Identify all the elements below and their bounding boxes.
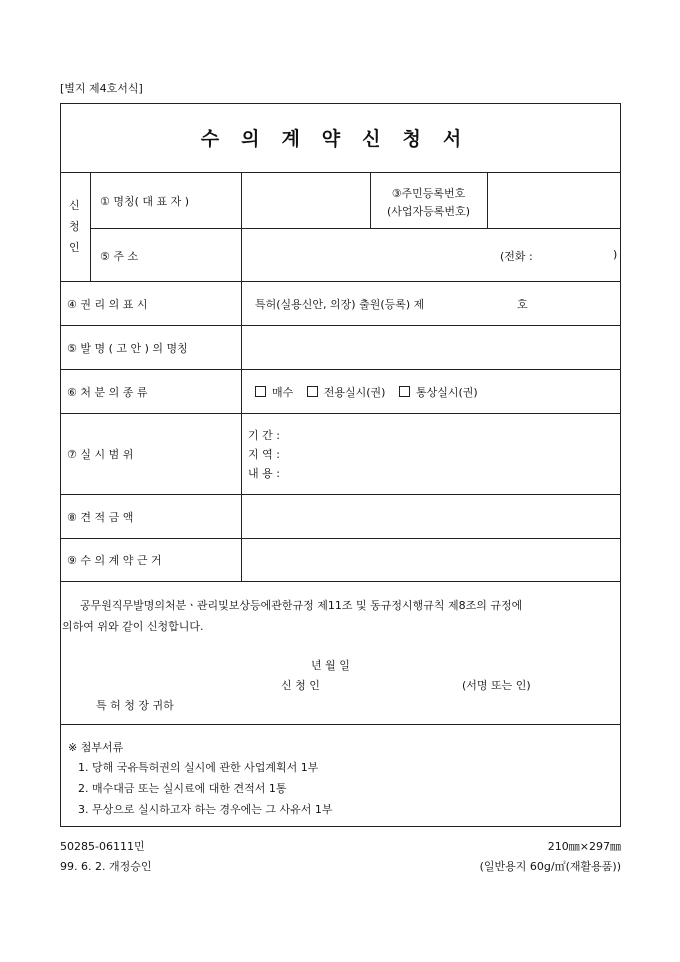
phone-label: (전화 : [500, 250, 533, 263]
attachment-item: 2. 매수대금 또는 실시료에 대한 견적서 1통 [78, 782, 287, 795]
footer-paper: (일반용지 60g/㎡(재활용품)) [479, 860, 621, 873]
basis-label: ⑨ 수 의 계 약 근 거 [67, 554, 162, 567]
footer-code: 50285-06111민 [60, 840, 145, 853]
col-divider [241, 172, 242, 581]
attachments-heading: ※ 첨부서류 [68, 741, 124, 754]
row-divider [60, 325, 621, 326]
name-label: ① 명칭( 대 표 자 ) [100, 195, 190, 208]
reg-label-line1: ③주민등록번호 [391, 187, 466, 200]
checkbox-icon[interactable] [307, 386, 318, 397]
scope-region: 지 역 : [248, 448, 280, 461]
col-divider [487, 172, 488, 228]
row-divider [60, 724, 621, 725]
row-divider [60, 494, 621, 495]
estimate-label: ⑧ 견 적 금 액 [67, 511, 134, 524]
rights-label: ④ 권 리 의 표 시 [67, 298, 148, 311]
disposal-label: ⑥ 처 분 의 종 류 [67, 386, 148, 399]
applicant-side-label-3: 인 [69, 241, 80, 254]
row-divider [60, 581, 621, 582]
applicant-side-label-1: 신 [69, 199, 80, 212]
col-divider [90, 172, 91, 281]
option-exclusive-license[interactable]: 전용실시(권) [307, 386, 386, 399]
row-divider [60, 281, 621, 282]
applicant-sign: 신 청 인 [281, 679, 320, 692]
option-purchase[interactable]: 매수 [255, 386, 293, 399]
addressee: 특 허 청 장 귀하 [96, 699, 174, 712]
rights-suffix: 호 [517, 298, 528, 311]
footer-size: 210㎜×297㎜ [547, 840, 621, 853]
checkbox-icon[interactable] [255, 386, 266, 397]
option-general-license[interactable]: 통상실시(권) [399, 386, 478, 399]
scope-content: 내 용 : [248, 467, 280, 480]
reg-label-line2: (사업자등록번호) [387, 205, 470, 218]
rights-value: 특허(실용신안, 의장) 출원(등록) 제 [255, 298, 425, 311]
statement-line1: 공무원직무발명의처분ㆍ관리및보상등에관한규정 제11조 및 동규정시행규칙 제8조의 규정에 [80, 599, 523, 612]
row-divider [60, 369, 621, 370]
scope-period: 기 간 : [248, 429, 280, 442]
sign-note: (서명 또는 인) [462, 679, 531, 692]
attachment-item: 3. 무상으로 실시하고자 하는 경우에는 그 사유서 1부 [78, 803, 333, 816]
statement-line2: 의하여 위와 같이 신청합니다. [62, 620, 204, 633]
footer-approval: 99. 6. 2. 개정승인 [60, 860, 152, 873]
title-divider [60, 172, 621, 173]
form-id: [별지 제4호서식] [60, 82, 143, 95]
checkbox-icon[interactable] [399, 386, 410, 397]
attachment-item: 1. 당해 국유특허권의 실시에 관한 사업계획서 1부 [78, 761, 319, 774]
phone-close: ) [613, 248, 618, 261]
row-divider [60, 413, 621, 414]
scope-label: ⑦ 실 시 범 위 [67, 448, 134, 461]
disposal-options [255, 384, 488, 400]
address-label: ⑤ 주 소 [100, 250, 139, 263]
invention-label: ⑤ 발 명 ( 고 안 ) 의 명칭 [67, 342, 188, 355]
applicant-divider [90, 228, 621, 229]
statement-date: 년 월 일 [311, 659, 350, 672]
form-table [60, 103, 621, 827]
applicant-side-label-2: 청 [69, 220, 80, 233]
form-title: 수의계약신청서 [200, 128, 484, 150]
row-divider [60, 538, 621, 539]
